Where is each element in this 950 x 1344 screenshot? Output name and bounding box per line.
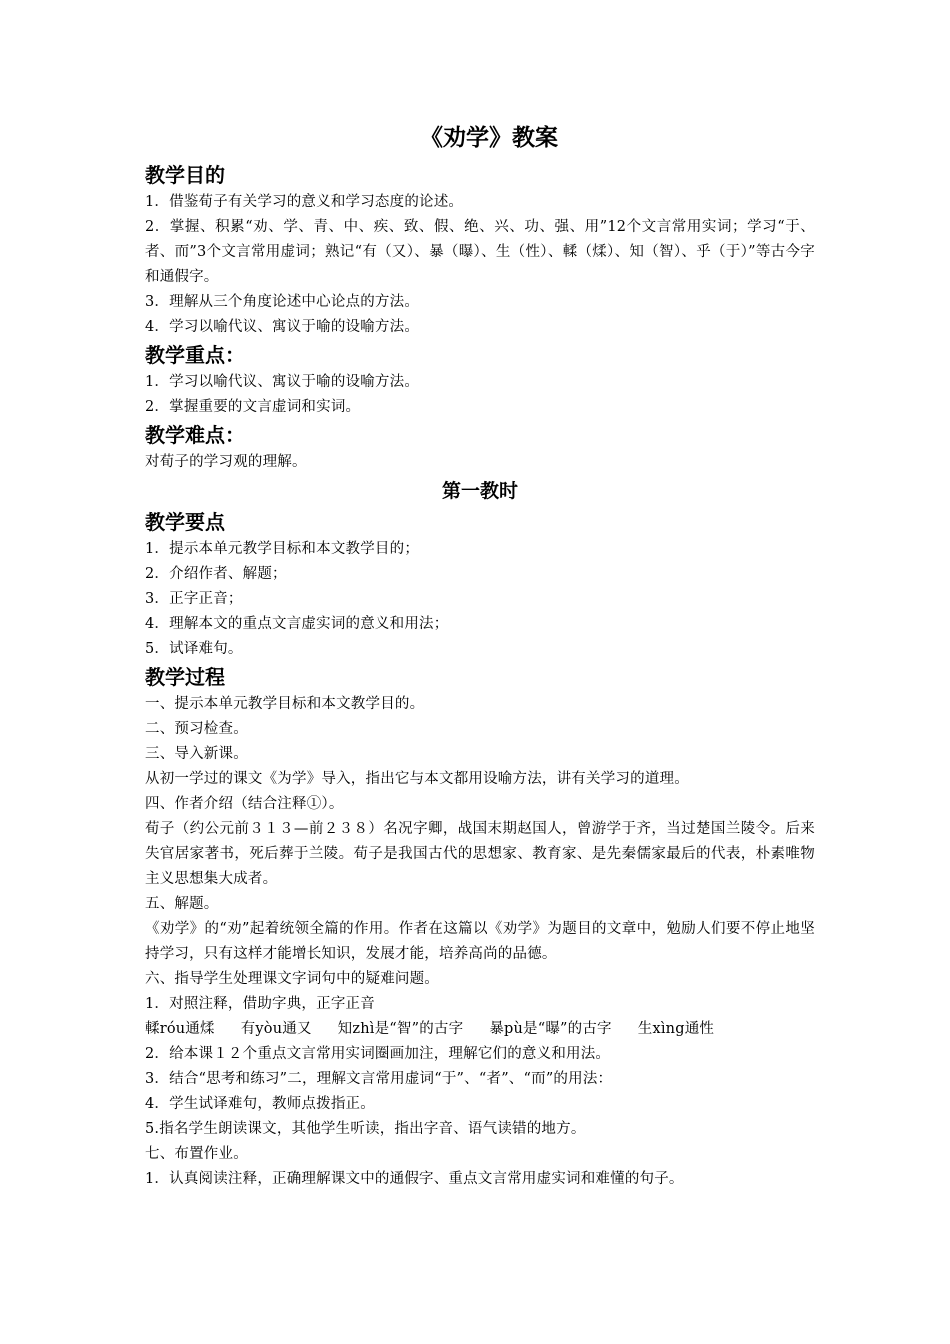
process-paragraph: 从初一学过的课文《为学》导入，指出它与本文都用设喻方法，讲有关学习的道理。 (145, 771, 689, 787)
process-paragraph: 五、解题。 (145, 896, 219, 912)
process-paragraph: 四、作者介绍（结合注释①）。 (145, 796, 344, 812)
process-paragraph: 1．认真阅读注释，正确理解课文中的通假字、重点文言常用虚实词和难懂的句子。 (145, 1171, 684, 1187)
process-paragraph: 3．结合“思考和练习”二，理解文言常用虚词“于”、“者”、“而”的用法： (145, 1071, 613, 1087)
process-paragraph: 2．给本课１２个重点文言常用实词圈画加注，理解它们的意义和用法。 (145, 1046, 611, 1062)
lesson-point-item: 4．理解本文的重点文言虚实词的意义和用法； (145, 616, 449, 632)
process-paragraph: 1．对照注释，借助字典，正字正音 (145, 996, 375, 1012)
lesson-point-item: 3．正字正音； (145, 591, 243, 607)
objective-item: 1．借鉴荀子有关学习的意义和学习态度的论述。 (145, 194, 464, 210)
process-heading: 教学过程 (145, 665, 225, 689)
lesson-one-title: 第一教时 (441, 480, 518, 502)
pinyin-item: 暴pù是“曝”的古字 (489, 1021, 612, 1037)
process-paragraph: 《劝学》的“劝”起着统领全篇的作用。作者在这篇以《劝学》为题目的文章中，勉励人们要不停止地坚持学习，只有这样才能增长知识，发展才能，培养高尚的品德。 (145, 921, 815, 962)
pinyin-item: 知zhì是“智”的古字 (337, 1021, 464, 1037)
objective-item: 2．掌握、积累“劝、学、青、中、疾、致、假、绝、兴、功、强、用”12个文言常用实词；学习“于、者、而”3个文言常用虚词；熟记“有（又）、暴（曝）、生（性）、輮（煣）、知（智）、乎（于）”等古今字和通假字。 (145, 219, 815, 285)
pinyin-line (145, 1017, 815, 1042)
difficulties-heading: 教学难点： (145, 423, 245, 447)
process-paragraph: 二、预习检查。 (145, 721, 248, 737)
objective-item: 3．理解从三个角度论述中心论点的方法。 (145, 294, 420, 310)
document-title: 《劝学》教案 (420, 125, 558, 151)
process-paragraph: 七、布置作业。 (145, 1146, 248, 1162)
pinyin-item: 有yòu通又 (240, 1021, 312, 1037)
process-paragraph: 5.指名学生朗读课文，其他学生听读，指出字音、语气读错的地方。 (145, 1121, 586, 1137)
process-paragraph: 荀子（约公元前３１３—前２３８）名况字卿，战国末期赵国人，曾游学于齐，当过楚国兰陵令。后来失官居家著书，死后葬于兰陵。荀子是我国古代的思想家、教育家、是先秦儒家最后的代表，朴素唯物主义思想集大成者。 (145, 821, 815, 887)
process-paragraph: 一、提示本单元教学目标和本文教学目的。 (145, 696, 425, 712)
process-paragraph: 六、指导学生处理课文字词句中的疑难问题。 (145, 971, 439, 987)
process-paragraph: 4．学生试译难句，教师点拨指正。 (145, 1096, 375, 1112)
pinyin-item: 生xìng通性 (637, 1021, 715, 1037)
lesson-point-item: 5．试译难句。 (145, 641, 243, 657)
key-points-heading: 教学重点： (145, 343, 245, 367)
difficulty-item: 对荀子的学习观的理解。 (145, 454, 307, 470)
lesson-points-heading: 教学要点 (145, 510, 225, 534)
lesson-point-item: 2．介绍作者、解题； (145, 566, 287, 582)
document-page (145, 120, 815, 1192)
process-paragraph: 三、导入新课。 (145, 746, 248, 762)
objective-item: 4．学习以喻代议、寓议于喻的设喻方法。 (145, 319, 420, 335)
lesson-point-item: 1．提示本单元教学目标和本文教学目的； (145, 541, 420, 557)
pinyin-item: 輮róu通煣 (145, 1021, 215, 1037)
objectives-heading: 教学目的 (145, 163, 225, 187)
key-point-item: 2．掌握重要的文言虚词和实词。 (145, 399, 361, 415)
key-point-item: 1．学习以喻代议、寓议于喻的设喻方法。 (145, 374, 420, 390)
